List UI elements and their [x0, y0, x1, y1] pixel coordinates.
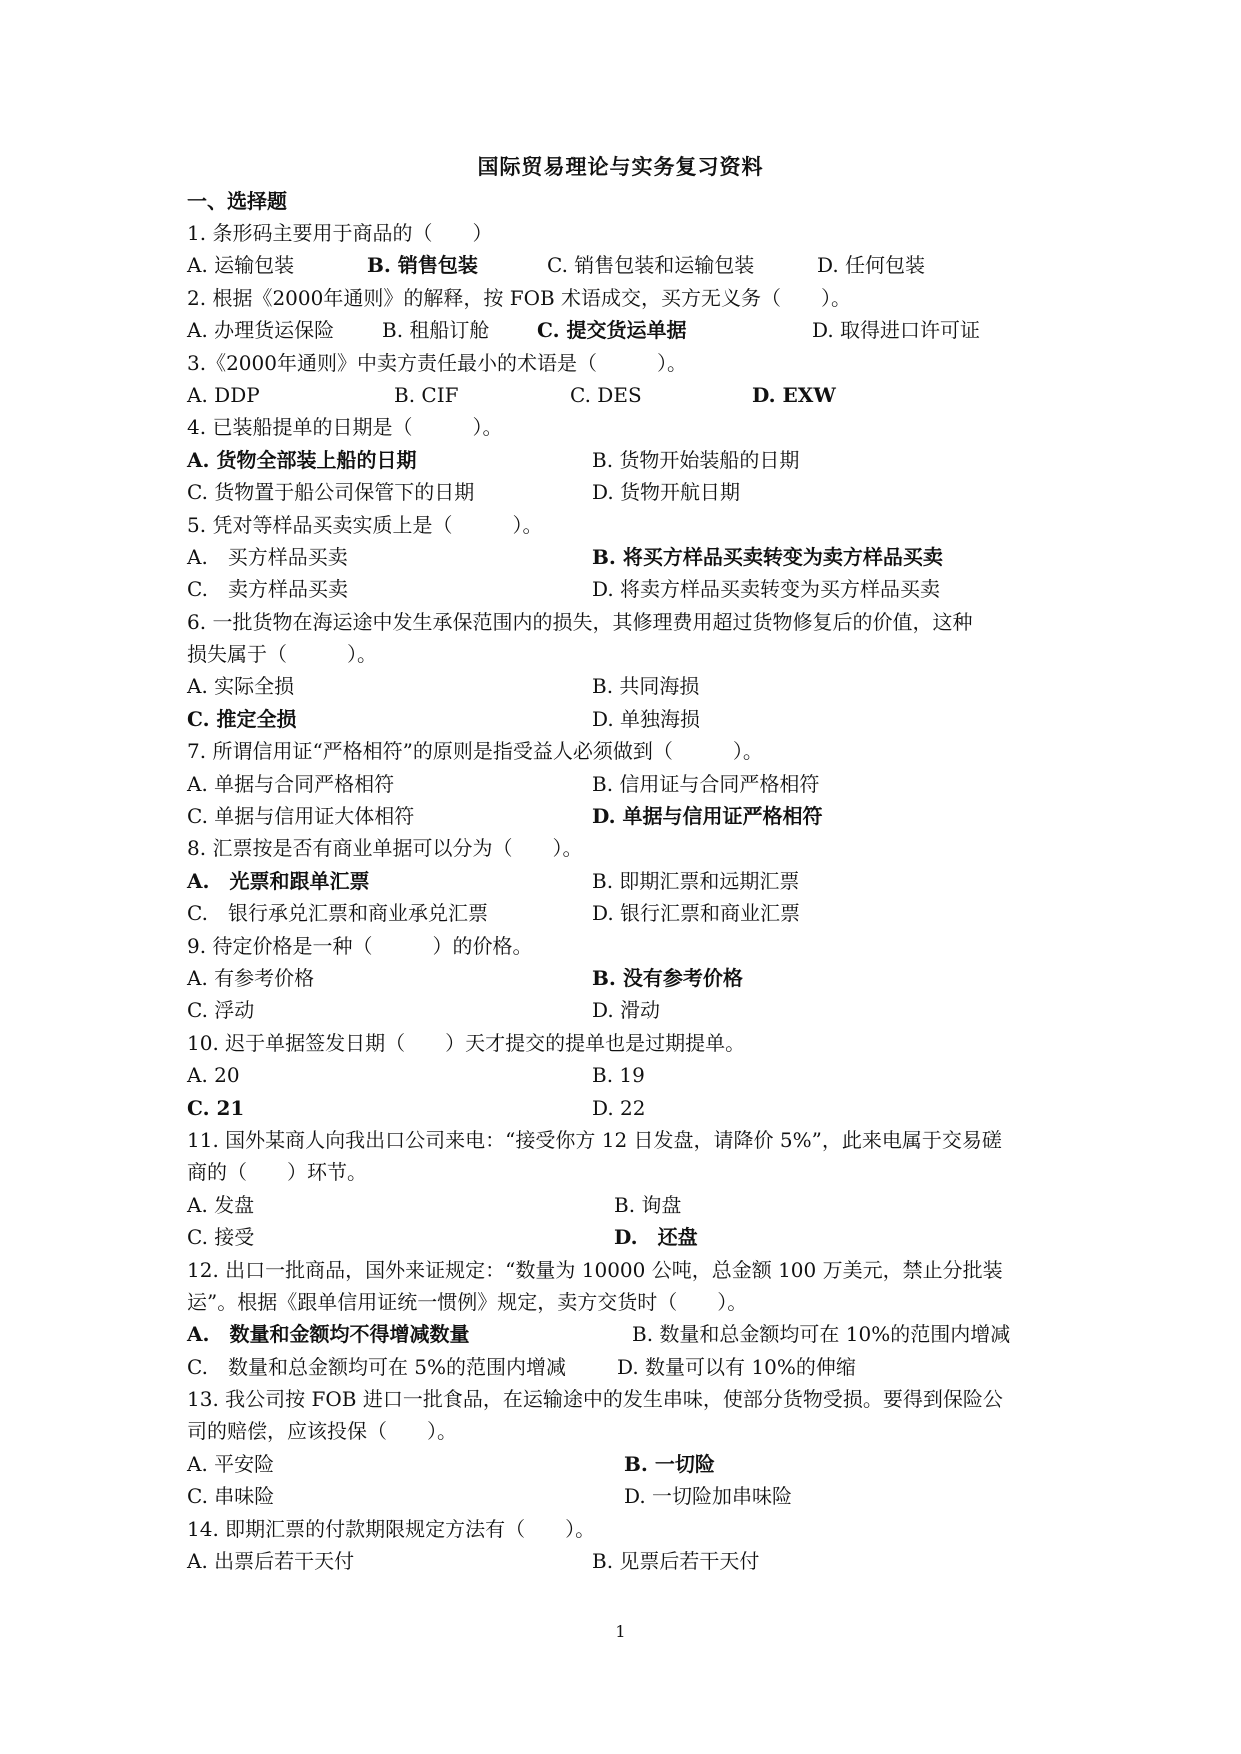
- question-8-options-row1: [187, 865, 1067, 897]
- option-b: B. 共同海损: [592, 674, 700, 699]
- option-a: A. 运输包装: [187, 253, 295, 278]
- question-12-line1: 12. 出口一批商品，国外来证规定：“数量为 10000 公吨，总金额 100 万美元，禁止分批装: [187, 1257, 1003, 1282]
- option-d: D. 单据与信用证严格相符: [592, 804, 823, 829]
- option-d: D. EXW: [752, 382, 836, 407]
- option-a: A. 办理货运保险: [187, 318, 335, 343]
- option-c: C. 串味险: [187, 1484, 275, 1509]
- option-c: C. 卖方样品买卖: [187, 577, 348, 602]
- option-b: B. 见票后若干天付: [592, 1549, 760, 1574]
- question-7-options-row2: [187, 800, 1067, 832]
- option-d: D. 还盘: [614, 1225, 698, 1250]
- question-13-options-row1: [187, 1448, 1067, 1480]
- option-a: A. 买方样品买卖: [187, 544, 348, 569]
- question-11-options-row2: [187, 1221, 1067, 1253]
- option-c: C. 接受: [187, 1225, 255, 1250]
- document-title: 国际贸易理论与实务复习资料: [477, 154, 764, 179]
- question-5-options-row1: [187, 541, 1067, 573]
- question-9-options-row1: [187, 962, 1067, 994]
- question-13-line2: 司的赔偿，应该投保（ ）。: [187, 1419, 457, 1444]
- question-4-options-row1: [187, 444, 1067, 476]
- option-d: D. 货物开航日期: [592, 480, 741, 505]
- option-a: A. 单据与合同严格相符: [187, 771, 395, 796]
- question-6-line2: 损失属于（ ）。: [187, 642, 377, 667]
- option-d: D. 单独海损: [592, 706, 701, 731]
- page-number: 1: [615, 1622, 626, 1641]
- option-b: B. 一切险: [624, 1451, 715, 1476]
- question-10: 10. 迟于单据签发日期（ ）天才提交的提单也是过期提单。: [187, 1030, 746, 1055]
- question-7: 7. 所谓信用证“严格相符”的原则是指受益人必须做到（ ）。: [187, 739, 763, 764]
- option-b: B. 销售包装: [367, 253, 478, 278]
- option-b: B. 货物开始装船的日期: [592, 447, 800, 472]
- option-c: C. 21: [187, 1095, 245, 1120]
- question-7-options-row1: [187, 768, 1067, 800]
- question-14: 14. 即期汇票的付款期限规定方法有（ ）。: [187, 1516, 596, 1541]
- question-14-options-row1: [187, 1545, 1067, 1577]
- option-c: C. 单据与信用证大体相符: [187, 804, 415, 829]
- option-b: B. CIF: [394, 382, 459, 407]
- option-a: A. 货物全部装上船的日期: [187, 447, 417, 472]
- option-a: A. 光票和跟单汇票: [187, 868, 370, 893]
- option-a: A. 数量和金额均不得增减数量: [187, 1322, 470, 1347]
- question-5: 5. 凭对等样品买卖实质上是（ ）。: [187, 512, 543, 537]
- option-c: C. 银行承兑汇票和商业承兑汇票: [187, 901, 488, 926]
- option-b: B. 信用证与合同严格相符: [592, 771, 820, 796]
- question-2: 2. 根据《2000年通则》的解释，按 FOB 术语成交，买方无义务（ ）。: [187, 285, 852, 310]
- question-12-options-row2: [187, 1351, 1067, 1383]
- question-13-options-row2: [187, 1480, 1067, 1512]
- option-d: D. 任何包装: [817, 253, 926, 278]
- option-a: A. 发盘: [187, 1192, 255, 1217]
- question-11-line1: 11. 国外某商人向我出口公司来电：“接受你方 12 日发盘，请降价 5%”，此来电属于交易磋: [187, 1127, 1002, 1152]
- option-c: C. 货物置于船公司保管下的日期: [187, 480, 475, 505]
- question-4-options-row2: [187, 476, 1067, 508]
- option-a: A. 平安险: [187, 1451, 275, 1476]
- question-10-options-row1: [187, 1059, 1067, 1091]
- option-b: B. 租船订舱: [382, 318, 490, 343]
- question-9: 9. 待定价格是一种（ ）的价格。: [187, 933, 533, 958]
- option-d: D. 一切险加串味险: [624, 1484, 793, 1509]
- question-2-options: [187, 314, 1067, 346]
- question-6-options-row2: [187, 703, 1067, 735]
- option-c: C. 销售包装和运输包装: [547, 253, 755, 278]
- option-d: D. 取得进口许可证: [812, 318, 981, 343]
- question-11-options-row1: [187, 1189, 1067, 1221]
- question-3-options: [187, 379, 1067, 411]
- question-8-options-row2: [187, 897, 1067, 929]
- option-a: A. DDP: [187, 382, 260, 407]
- question-list: [187, 217, 1067, 1577]
- question-11-line2: 商的（ ）环节。: [187, 1160, 367, 1185]
- question-10-options-row2: [187, 1092, 1067, 1124]
- option-d: D. 数量可以有 10%的伸缩: [617, 1354, 856, 1379]
- option-a: A. 出票后若干天付: [187, 1549, 355, 1574]
- option-c: C. DES: [570, 382, 642, 407]
- option-b: B. 即期汇票和远期汇票: [592, 868, 800, 893]
- option-d: D. 银行汇票和商业汇票: [592, 901, 801, 926]
- option-c: C. 推定全损: [187, 706, 297, 731]
- question-6-line1: 6. 一批货物在海运途中发生承保范围内的损失，其修理费用超过货物修复后的价值，这种: [187, 609, 973, 634]
- question-5-options-row2: [187, 573, 1067, 605]
- question-8: 8. 汇票按是否有商业单据可以分为（ ）。: [187, 836, 583, 861]
- option-b: B. 没有参考价格: [592, 965, 743, 990]
- option-d: D. 滑动: [592, 998, 661, 1023]
- question-12-options-row1: [187, 1318, 1067, 1350]
- option-d: D. 将卖方样品买卖转变为买方样品买卖: [592, 577, 941, 602]
- question-3: 3.《2000年通则》中卖方责任最小的术语是（ ）。: [187, 350, 687, 375]
- section-heading: 一、选择题: [187, 189, 287, 213]
- question-6-options-row1: [187, 670, 1067, 702]
- question-1-options: [187, 249, 1067, 281]
- option-b: B. 将买方样品买卖转变为卖方样品买卖: [592, 544, 943, 569]
- option-a: A. 有参考价格: [187, 965, 315, 990]
- option-a: A. 20: [187, 1063, 240, 1088]
- question-13-line1: 13. 我公司按 FOB 进口一批食品，在运输途中的发生串味，使部分货物受损。要得到保险公: [187, 1387, 1003, 1412]
- question-4: 4. 已装船提单的日期是（ ）。: [187, 415, 503, 440]
- option-c: C. 数量和总金额均可在 5%的范围内增减: [187, 1354, 567, 1379]
- question-1: 1. 条形码主要用于商品的（ ）: [187, 221, 493, 245]
- option-b: B. 询盘: [614, 1192, 682, 1217]
- option-a: A. 实际全损: [187, 674, 295, 699]
- option-c: C. 提交货运单据: [537, 318, 687, 343]
- option-c: C. 浮动: [187, 998, 255, 1023]
- option-b: B. 数量和总金额均可在 10%的范围内增减: [632, 1322, 1011, 1347]
- option-b: B. 19: [592, 1063, 645, 1088]
- question-9-options-row2: [187, 994, 1067, 1026]
- option-d: D. 22: [592, 1095, 646, 1120]
- question-12-line2: 运”。根据《跟单信用证统一惯例》规定，卖方交货时（ ）。: [187, 1289, 748, 1314]
